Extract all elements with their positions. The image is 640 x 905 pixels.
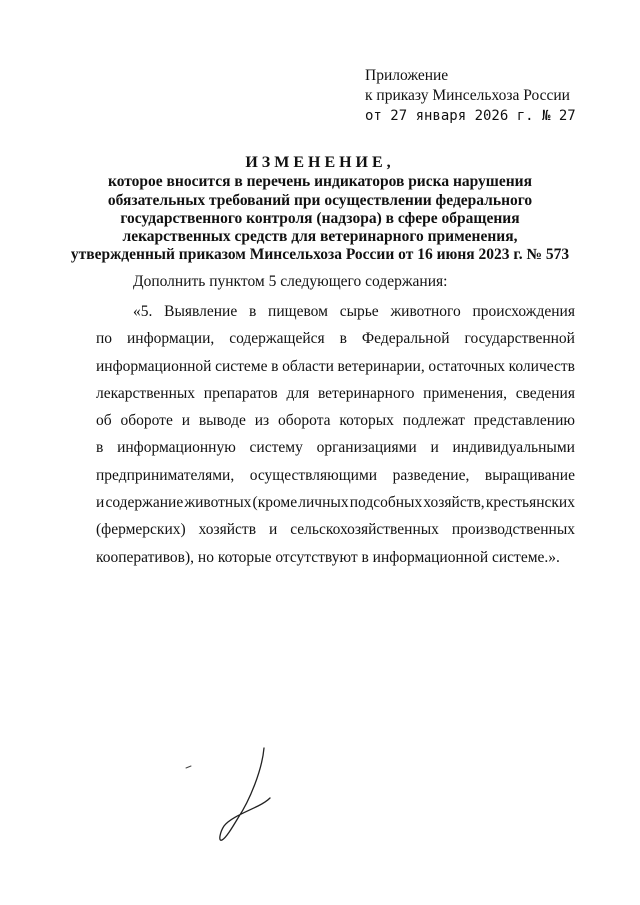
title-line: лекарственных средств для ветеринарного применения,: [122, 228, 518, 246]
title-line: которое вносится в перечень индикаторов риска нарушения: [107, 173, 533, 191]
appendix-header: [365, 66, 615, 126]
amendment-word: систему: [249, 439, 303, 457]
amendment-word: системе: [215, 357, 268, 375]
title-line: обязательных требований при осуществлении федерального: [107, 191, 533, 209]
amendment-word: организациями: [316, 439, 417, 457]
amendment-word: (фермерских): [96, 521, 186, 539]
amendment-line: [96, 325, 575, 352]
handwritten-signature: [180, 740, 290, 850]
amendment-word: из: [254, 412, 270, 430]
intro-paragraph: Дополнить пунктом 5 следующего содержания:: [133, 273, 448, 290]
amendment-word: производственных: [451, 521, 575, 539]
amendment-word: подлежат: [402, 412, 465, 430]
appendix-order-ref: к приказу Минсельхоза России: [365, 87, 570, 104]
amendment-word: информационную: [117, 439, 236, 457]
amendment-line: [96, 407, 575, 434]
title-heading: ИЗМЕНЕНИЕ,: [245, 154, 395, 171]
amendment-word: содержание: [105, 494, 184, 512]
amendment-word: животного: [390, 303, 461, 320]
amendment-word: Выявление: [164, 303, 238, 320]
amendment-word: обороте: [120, 412, 173, 430]
amendment-line: [96, 353, 575, 380]
amendment-word: «5.: [133, 303, 153, 320]
amendment-word: в: [271, 357, 279, 375]
amendment-word: индивидуальными: [452, 439, 575, 457]
amendment-line: [96, 462, 575, 489]
amendment-word: области: [282, 357, 334, 375]
amendment-word: подсобных: [349, 494, 423, 512]
title-line: утвержденный приказом Минсельхоза России от 16 июня 2023 г. № 573: [70, 246, 570, 264]
amendment-word: и: [268, 521, 278, 539]
amendment-word: пищевом: [268, 303, 328, 320]
amendment-word: хозяйств: [198, 521, 257, 539]
amendment-word: об: [96, 412, 112, 430]
amendment-word: информации,: [127, 330, 215, 348]
amendment-word: предпринимателями,: [96, 466, 235, 484]
amendment-word: хозяйств,: [423, 494, 485, 512]
amendment-word: личных: [298, 494, 349, 512]
amendment-word: животных: [184, 494, 252, 512]
amendment-word: информационной: [96, 357, 212, 375]
amendment-word: и: [181, 412, 190, 430]
amendment-word: (кроме: [252, 494, 298, 512]
amendment-word: кооперативов), но которые отсутствуют в информационной системе.».: [96, 548, 560, 566]
amendment-word: выращивание: [484, 466, 575, 484]
amendment-line: [96, 380, 575, 407]
document-title: [60, 154, 580, 265]
amendment-word: в: [96, 439, 104, 457]
amendment-word: сырье: [339, 303, 379, 320]
amendment-line: [96, 298, 575, 325]
amendment-word: крестьянских: [485, 494, 575, 512]
appendix-order-date: от 27 января 2026 г. № 27: [365, 108, 576, 124]
title-line: государственного контроля (надзора) в сфере обращения: [120, 209, 520, 227]
amendment-word: сведения: [515, 384, 575, 402]
amendment-line: [96, 489, 575, 516]
amendment-word: количеств: [508, 357, 575, 375]
amendment-line: [96, 434, 575, 461]
amendment-word: государственной: [464, 330, 575, 348]
amendment-word: которых: [339, 412, 394, 430]
appendix-label: Приложение: [365, 67, 449, 84]
amendment-word: в: [248, 303, 257, 320]
amendment-word: Федеральной: [361, 330, 450, 348]
amendment-word: выводе: [198, 412, 246, 430]
amendment-word: происхождения: [472, 303, 575, 320]
amendment-word: разведение,: [392, 466, 470, 484]
amendment-word: оборота: [278, 412, 331, 430]
amendment-word: и: [96, 494, 105, 512]
amendment-word: остаточных: [428, 357, 505, 375]
amendment-word: по: [96, 330, 113, 348]
amendment-word: ветеринарии,: [337, 357, 425, 375]
amendment-line: [96, 544, 575, 571]
amendment-word: сельскохозяйственных: [290, 521, 439, 539]
amendment-word: содержащейся: [229, 330, 325, 348]
amendment-line: [96, 516, 575, 543]
amendment-text: [96, 298, 575, 571]
amendment-word: в: [339, 330, 347, 348]
amendment-word: препаратов: [203, 384, 278, 402]
amendment-word: осуществляющими: [249, 466, 378, 484]
amendment-word: применения,: [423, 384, 507, 402]
amendment-word: лекарственных: [96, 384, 196, 402]
amendment-word: ветеринарного: [317, 384, 415, 402]
amendment-word: и: [430, 439, 439, 457]
amendment-word: представлению: [473, 412, 575, 430]
amendment-word: для: [286, 384, 310, 402]
